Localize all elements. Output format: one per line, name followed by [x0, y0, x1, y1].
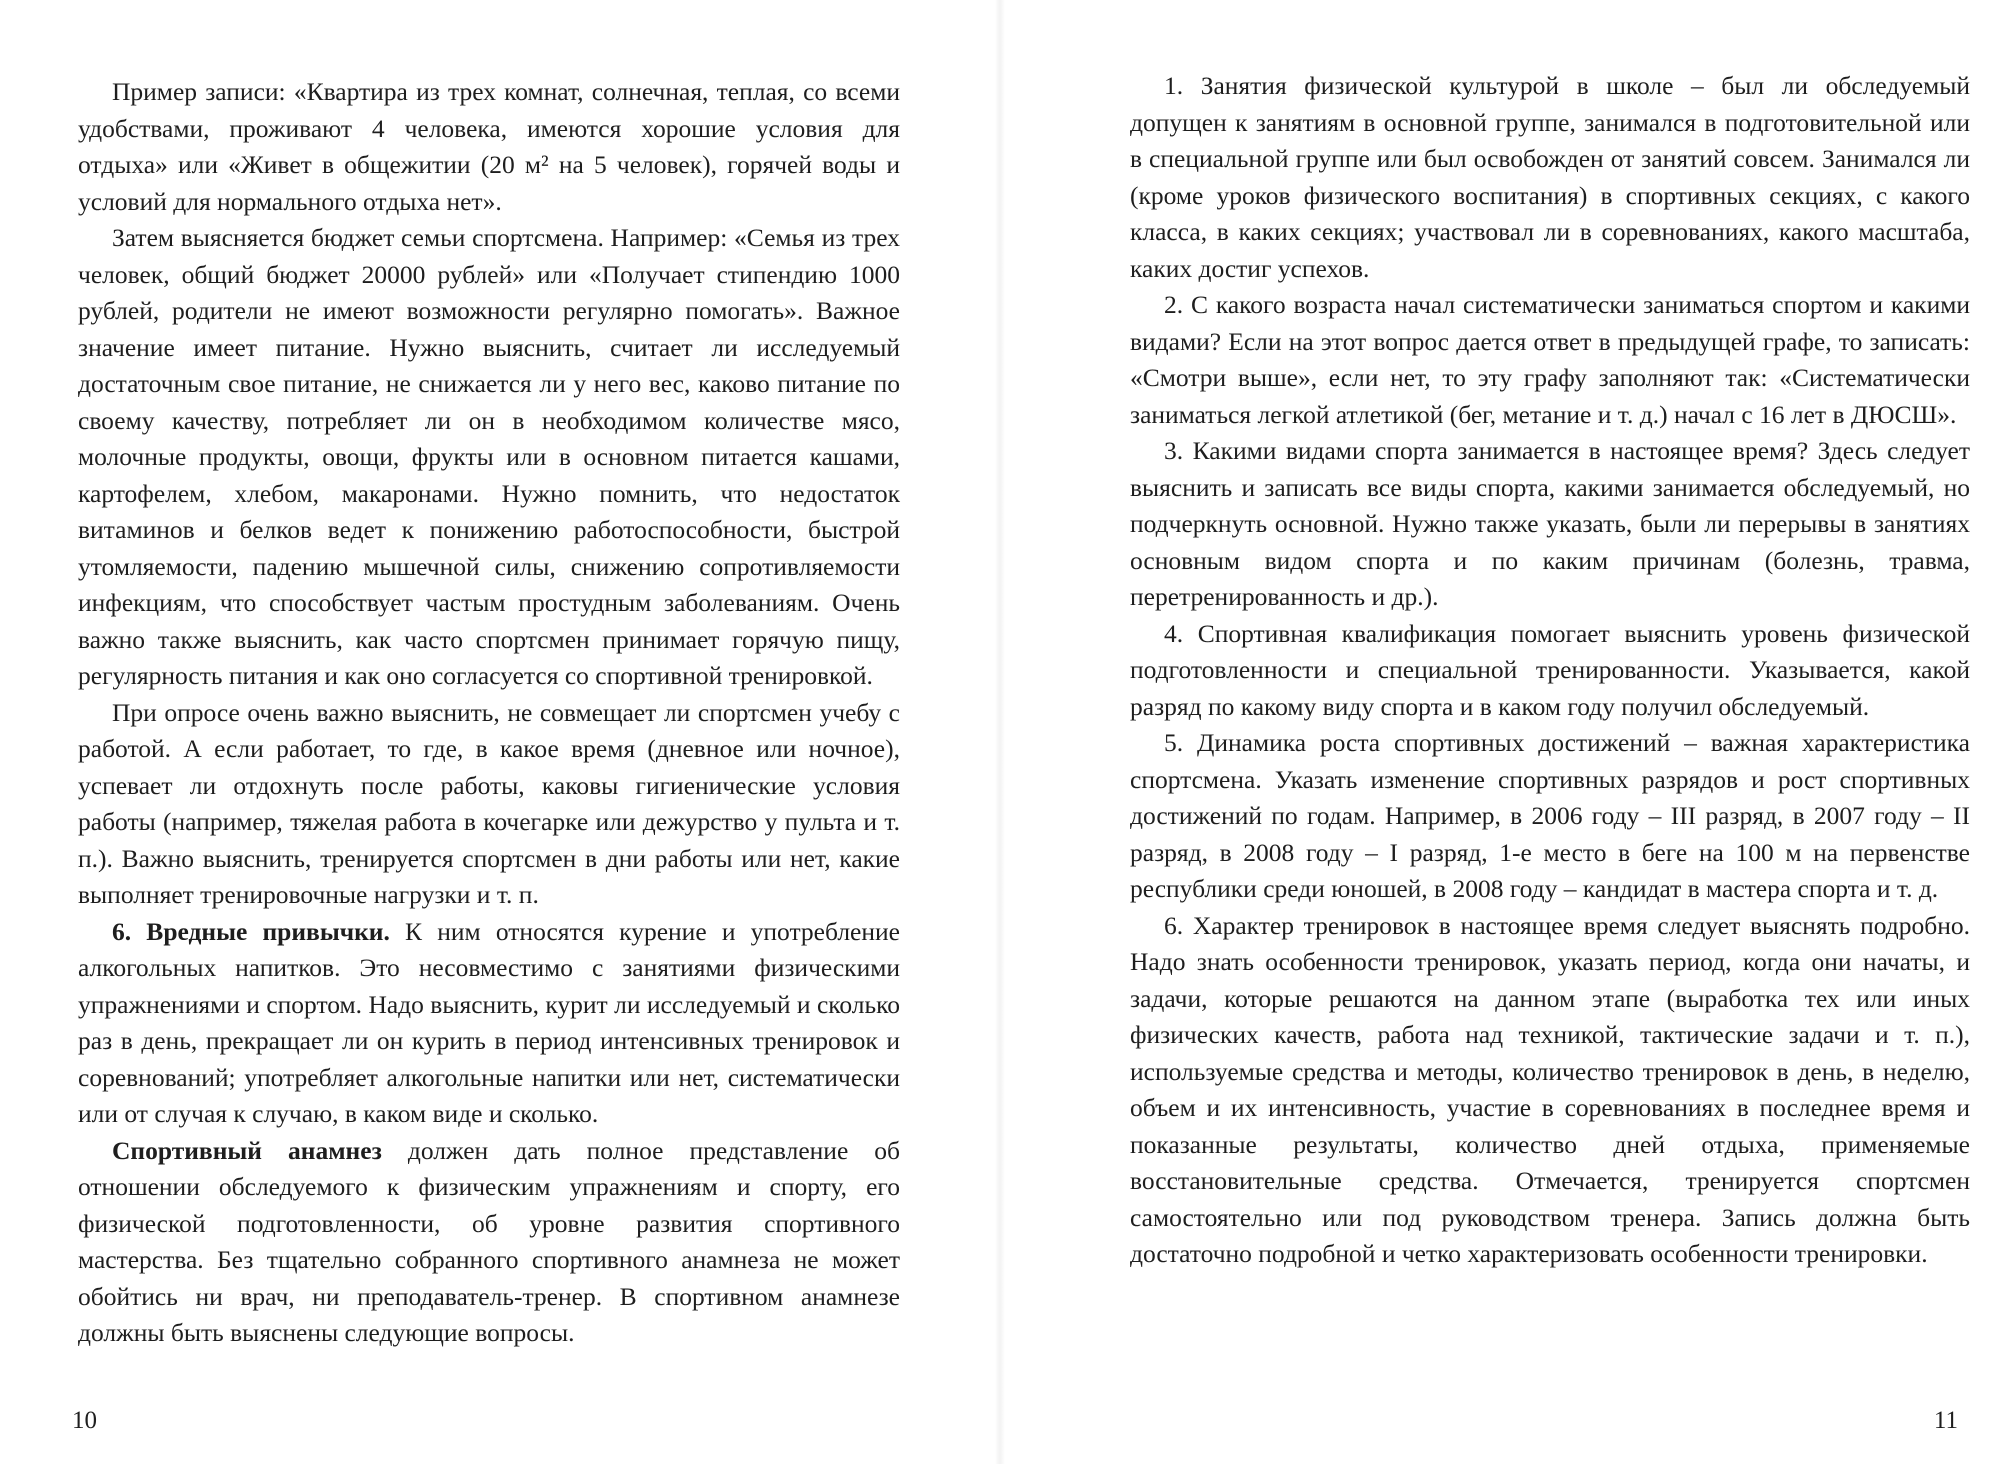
paragraph: Пример записи: «Квартира из трех комнат, солнечная, теплая, со всеми удобствами, проживают 4 человека, имеются хорошие условия для отдыха» или «Живет в общежитии (20 м² на 5 человек), горячей воды и условий для нормального отдыха нет». — [78, 77, 900, 216]
paragraph: Затем выясняется бюджет семьи спортсмена. Например: «Семья из трех человек, общий бюджет 20000 рублей» или «Получает стипендию 1000 рублей, родители не имеют возможности регулярно помогать». Важное значение имеет питание. Нужно выяснить, считает ли исследуемый достаточным свое питание, не снижается ли у него вес, каково питание по своему качеству, потребляет ли он в необходимом количестве мясо, молочные продукты, овощи, фрукты или в основном питается кашами, картофелем, хлебом, макаронами. Нужно помнить, что недостаток витаминов и белков ведет к понижению работоспособности, быстрой утомляемости, падению мышечной силы, снижению сопротивляемости инфекциям, что способствует частым простудным заболеваниям. Очень важно также выяснить, как часто спортсмен принимает горячую пищу, регулярность питания и как оно согласуется со спортивной тренировкой. — [78, 223, 900, 690]
paragraph: 6. Вредные привычки. К ним относятся курение и употребление алкогольных напитков. Это несовместимо с занятиями физическими упражнениями и спортом. Надо выяснить, курит ли исследуемый и сколько раз в день, прекращает ли он курить в период интенсивных тренировок и соревнований; употребляет алкогольные напитки или нет, систематически или от случая к случаю, в каком виде и сколько. — [78, 916, 900, 1128]
paragraph: При опросе очень важно выяснить, не совмещает ли спортсмен учебу с работой. А если работает, то где, в какое время (дневное или ночное), успевает ли отдохнуть после работы, каковы гигиенические условия работы (например, тяжелая работа в кочегарке или дежурство у пульта и т. п.). Важно выяснить, тренируется спортсмен в дни работы или нет, какие выполняет тренировочные нагрузки и т. п. — [78, 697, 900, 909]
bold-heading: 6. Вредные привычки. — [112, 916, 390, 946]
left-page-text — [78, 74, 900, 1352]
page-number-left: 10 — [72, 1407, 97, 1434]
paragraph: 1. Занятия физической культурой в школе – был ли обследуемый допущен к занятиям в основной группе, занимался в подготовительной или в специальной группе или был освобожден от занятий совсем. Занимался ли (кроме уроков физического воспитания) в спортивных секциях, с какого класса, в каких секциях; участвовал ли в соревнованиях, какого масштаба, каких достиг успехов. — [1130, 71, 1970, 283]
right-page — [1000, 0, 2000, 1464]
bold-heading: Спортивный анамнез — [112, 1135, 382, 1165]
page-number-right: 11 — [1933, 1407, 1958, 1434]
paragraph: Спортивный анамнез должен дать полное представление об отношении обследуемого к физическим упражнениям и спорту, его физической подготовленности, об уровне развития спортивного мастерства. Без тщательно собранного спортивного анамнеза не может обойтись ни врач, ни преподаватель-тренер. В спортивном анамнезе должны быть выяснены следующие вопросы. — [78, 1135, 900, 1347]
paragraph: 5. Динамика роста спортивных достижений – важная характеристика спортсмена. Указать изменение спортивных разрядов и рост спортивных достижений по годам. Например, в 2006 году – III разряд, в 2007 году – II разряд, в 2008 году – I разряд, 1-е место в беге на 100 м на первенстве республики среди юношей, в 2008 году – кандидат в мастера спорта и т. д. — [1130, 728, 1970, 903]
paragraph: 6. Характер тренировок в настоящее время следует выяснять подробно. Надо знать особенности тренировок, указать период, когда они начаты, и задачи, которые решаются на данном этапе (выработка тех или иных физических качеств, работа над техникой, тактические задачи и т. п.), используемые средства и методы, количество тренировок в день, в неделю, объем и их интенсивность, участие в соревнованиях в последнее время и показанные результаты, количество дней отдыха, применяемые восстановительные средства. Отмечается, тренируется спортсмен самостоятельно или под руководством тренера. Запись должна быть достаточно подробной и четко характеризовать особенности тренировки. — [1130, 910, 1970, 1268]
right-page-text — [1130, 68, 1970, 1273]
paragraph: 3. Какими видами спорта занимается в настоящее время? Здесь следует выяснить и записать все виды спорта, какими занимается обследуемый, но подчеркнуть основной. Нужно также указать, были ли перерывы в занятиях основным видом спорта и по каким причинам (болезнь, травма, перетренированность и др.). — [1130, 436, 1970, 611]
paragraph: 4. Спортивная квалификация помогает выяснить уровень физической подготовленности и специальной тренированности. Указывается, какой разряд по какому виду спорта и в каком году получил обследуемый. — [1130, 618, 1970, 721]
paragraph: 2. С какого возраста начал систематически заниматься спортом и какими видами? Если на этот вопрос дается ответ в предыдущей графе, то записать: «Смотри выше», если нет, то эту графу заполняют так: «Систематически заниматься легкой атлетикой (бег, метание и т. д.) начал с 16 лет в ДЮСШ». — [1130, 290, 1970, 429]
